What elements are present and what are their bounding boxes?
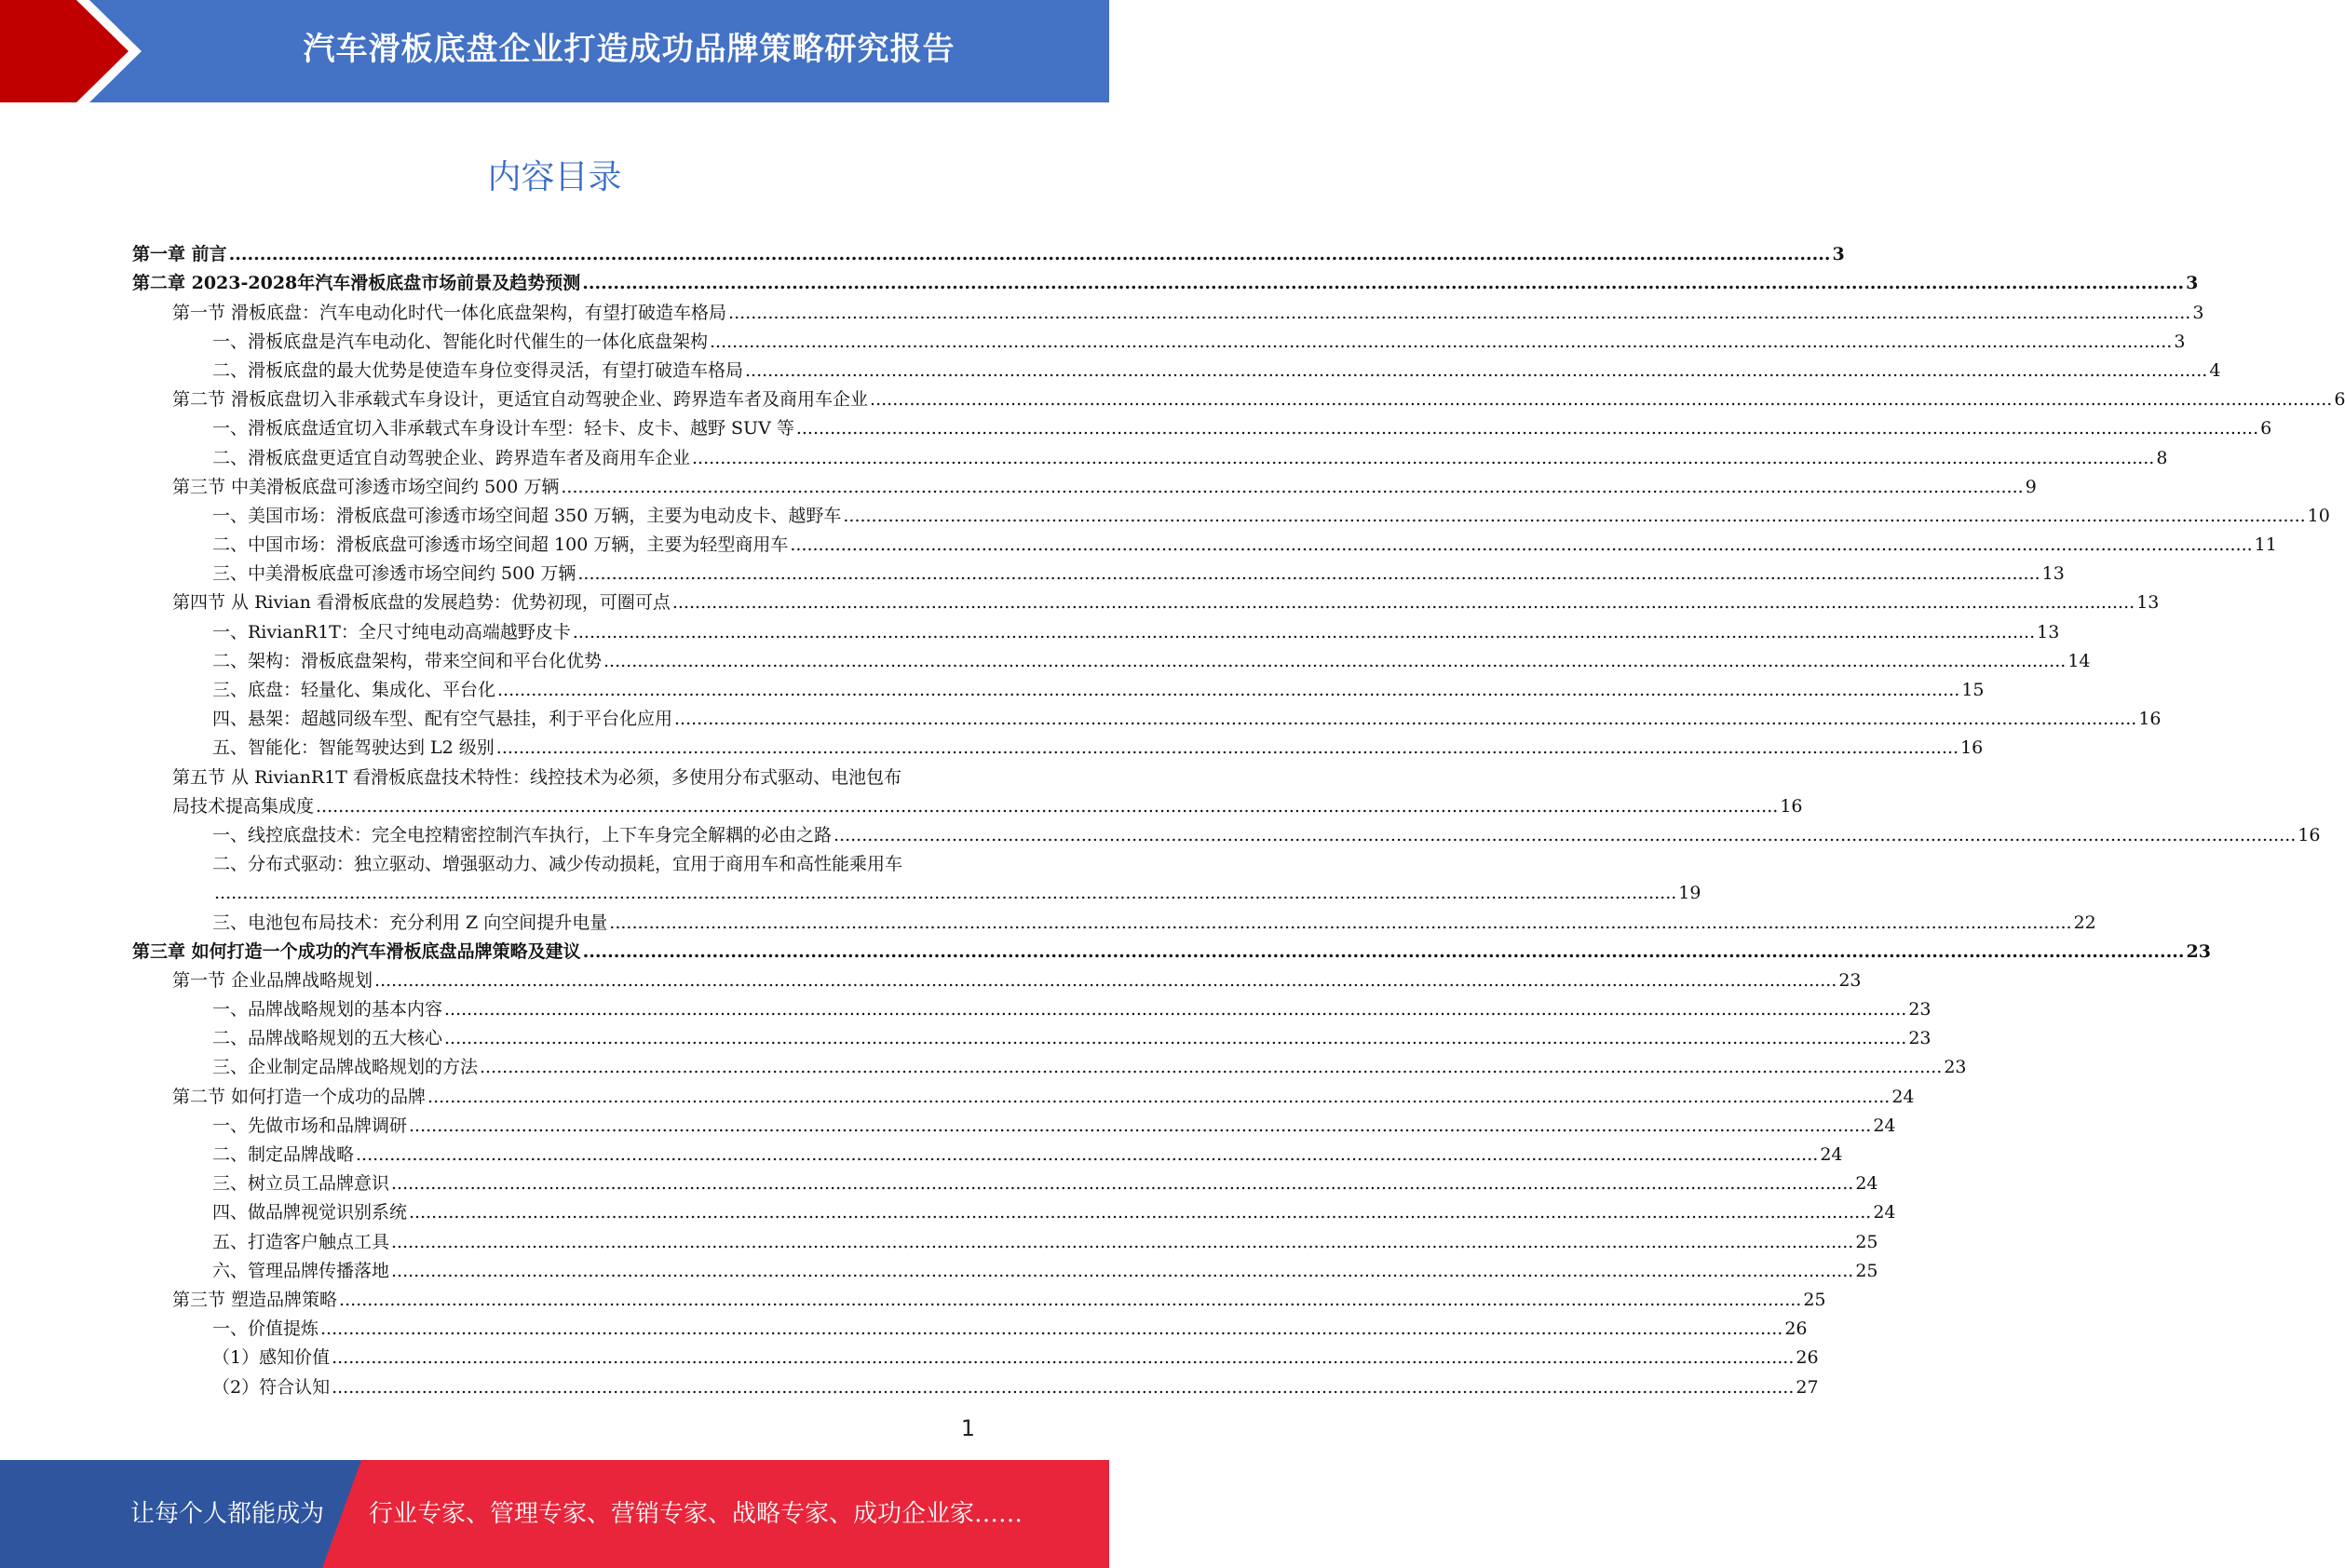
toc-entry-text: 一、线控底盘技术：完全电控精密控制汽车执行，上下车身完全解耦的必由之路	[212, 824, 833, 845]
toc-leader-dots: ....................................................................................................................................................................................................................................................................	[790, 534, 2253, 556]
toc-heading: 内容目录	[487, 158, 622, 196]
toc-leader-dots: ....................................................................................................................................................................................................................................................................	[427, 1086, 1891, 1107]
toc-entry[interactable]	[132, 585, 2160, 614]
page-number: 1	[960, 1415, 975, 1441]
toc-leader-dots: ....................................................................................................................................................................................................................................................................	[391, 1231, 1854, 1252]
toc-entry-text: 四、悬架：超越同级车型、配有空气悬挂，利于平台化应用	[212, 709, 673, 730]
toc-page-number: 19	[1678, 883, 1701, 904]
toc-leader-dots: ....................................................................................................................................................................................................................................................................	[674, 709, 2137, 730]
toc-page-number: 16	[1780, 795, 1803, 817]
toc-page-number: 10	[2307, 505, 2330, 526]
toc-page-number: 23	[1908, 1028, 1932, 1049]
toc-leader-dots: ....................................................................................................................................................................................................................................................................	[444, 1028, 1907, 1049]
toc-entry-text: （2）符合认知	[212, 1376, 331, 1398]
toc-entry[interactable]	[132, 1078, 1915, 1107]
toc-leader-dots: ....................................................................................................................................................................................................................................................................	[214, 883, 1677, 904]
toc-entry[interactable]	[132, 527, 2277, 556]
toc-entry[interactable]	[132, 701, 2162, 730]
toc-entry[interactable]	[132, 556, 2065, 585]
toc-leader-dots: ....................................................................................................................................................................................................................................................................	[409, 1115, 1872, 1136]
toc-entry-text: 二、滑板底盘的最大优势是使造车身位变得灵活，有望打破造车格局	[212, 359, 744, 381]
footer-roles: 行业专家、管理专家、营销专家、战略专家、成功企业家……	[369, 1500, 1023, 1528]
toc-entry-text: 五、智能化：智能驾驶达到 L2 级别	[212, 737, 495, 759]
toc-entry[interactable]	[132, 1223, 1878, 1252]
toc-page-number: 3	[2186, 273, 2199, 294]
toc-page-number: 4	[2209, 359, 2221, 381]
toc-entry-text: 三、树立员工品牌意识	[212, 1173, 390, 1195]
toc-page-number: 9	[2025, 476, 2037, 497]
toc-entry-text: 局技术提高集成度	[172, 795, 315, 817]
toc-entry[interactable]	[132, 818, 2321, 846]
toc-leader-dots: ....................................................................................................................................................................................................................................................................	[339, 1289, 1802, 1310]
toc-entry-text: 一、滑板底盘适宜切入非承载式车身设计车型：轻卡、皮卡、越野 SUV 等	[212, 418, 794, 439]
toc-leader-dots: ....................................................................................................................................................................................................................................................................	[843, 505, 2306, 526]
toc-leader-dots: ....................................................................................................................................................................................................................................................................	[228, 244, 1831, 265]
toc-entry[interactable]	[132, 963, 1862, 992]
toc-entry[interactable]	[132, 1166, 1878, 1195]
toc-page-number: 23	[1908, 999, 1932, 1021]
toc-page-number: 23	[2186, 940, 2211, 962]
toc-leader-dots: ....................................................................................................................................................................................................................................................................	[745, 359, 2208, 381]
toc-entry-text: 一、RivianR1T：全尺寸纯电动高端越野皮卡	[212, 621, 571, 642]
toc-page-number: 13	[2037, 621, 2060, 642]
toc-page-number: 6	[2334, 389, 2345, 411]
toc-page-number: 25	[1855, 1260, 1878, 1281]
toc-page-number: 3	[2174, 331, 2186, 352]
toc-entry-text: 一、先做市场和品牌调研	[212, 1115, 408, 1136]
toc-entry[interactable]	[132, 324, 2186, 353]
toc-entry[interactable]	[132, 1137, 1843, 1166]
toc-entry-text: 第四节 从 Rivian 看滑板底盘的发展趋势：优势初现，可圈可点	[172, 592, 671, 614]
toc-page-number: 3	[1832, 244, 1845, 265]
toc-entry[interactable]	[132, 265, 2199, 294]
toc-entry[interactable]	[132, 439, 2168, 468]
toc-entry-text: 第二节 如何打造一个成功的品牌	[172, 1086, 427, 1107]
toc-entry-text: 一、滑板底盘是汽车电动化、智能化时代催生的一体化底盘架构	[212, 331, 709, 352]
toc-page-number: 3	[2192, 302, 2204, 323]
toc-entry[interactable]	[132, 1282, 1826, 1311]
toc-entry-text: 第一节 企业品牌战略规划	[172, 969, 373, 991]
toc-page-number: 25	[1803, 1289, 1826, 1310]
toc-leader-dots: ....................................................................................................................................................................................................................................................................	[728, 302, 2191, 323]
toc-entry[interactable]	[132, 237, 1845, 265]
toc-page-number: 23	[1838, 969, 1862, 991]
toc-entry-text: 第三章 如何打造一个成功的汽车滑板底盘品牌策略及建议	[132, 940, 581, 962]
toc-entry[interactable]	[132, 353, 2221, 382]
toc-page-number: 13	[2041, 563, 2065, 585]
toc-leader-dots: ....................................................................................................................................................................................................................................................................	[356, 1144, 1819, 1165]
toc-entry-text: （1）感知价值	[212, 1347, 331, 1369]
toc-leader-dots: ....................................................................................................................................................................................................................................................................	[391, 1173, 1854, 1195]
toc-entry[interactable]	[132, 1311, 1808, 1340]
toc-entry[interactable]	[132, 498, 2330, 527]
toc-leader-dots: ....................................................................................................................................................................................................................................................................	[332, 1347, 1795, 1369]
table-of-contents	[132, 237, 2345, 1399]
toc-leader-dots: ....................................................................................................................................................................................................................................................................	[332, 1376, 1795, 1398]
toc-leader-dots: ....................................................................................................................................................................................................................................................................	[582, 273, 2185, 294]
page-footer	[0, 1460, 1109, 1568]
toc-entry-text: 第三节 中美滑板底盘可渗透市场空间约 500 万辆	[172, 476, 560, 497]
toc-page-number: 24	[1891, 1086, 1915, 1107]
toc-leader-dots: ....................................................................................................................................................................................................................................................................	[671, 592, 2135, 614]
toc-leader-dots: ....................................................................................................................................................................................................................................................................	[710, 331, 2173, 352]
toc-entry[interactable]	[132, 759, 976, 788]
toc-leader-dots: ....................................................................................................................................................................................................................................................................	[391, 1260, 1854, 1281]
toc-entry-text: 六、管理品牌传播落地	[212, 1260, 390, 1281]
toc-entry[interactable]	[132, 469, 2037, 498]
toc-entry-text: 二、制定品牌战略	[212, 1144, 355, 1165]
toc-page-number: 14	[2067, 650, 2091, 671]
header-arrow-decoration	[0, 0, 149, 102]
toc-leader-dots: ....................................................................................................................................................................................................................................................................	[795, 418, 2259, 439]
report-title: 汽车滑板底盘企业打造成功品牌策略研究报告	[303, 31, 956, 68]
toc-entry-text: 第一章 前言	[132, 244, 227, 265]
toc-entry-text: 二、分布式驱动：独立驱动、增强驱动力、减少传动损耗，宜用于商用车和高性能乘用车	[212, 854, 903, 875]
toc-entry-text: 一、价值提炼	[212, 1318, 319, 1340]
toc-entry-text: 三、底盘：轻量化、集成化、平台化	[212, 680, 496, 700]
toc-entry[interactable]	[132, 875, 1701, 904]
toc-entry-text: 三、电池包布局技术：充分利用 Z 向空间提升电量	[212, 912, 608, 933]
toc-page-number: 16	[1960, 737, 1984, 759]
toc-entry[interactable]	[132, 294, 2204, 323]
toc-entry[interactable]	[132, 992, 1932, 1021]
toc-leader-dots: ....................................................................................................................................................................................................................................................................	[320, 1318, 1783, 1340]
toc-page-number: 23	[1944, 1057, 1967, 1078]
toc-leader-dots: ....................................................................................................................................................................................................................................................................	[582, 940, 2185, 962]
toc-entry[interactable]	[132, 904, 2096, 933]
toc-entry-text: 五、打造客户触点工具	[212, 1231, 390, 1252]
toc-page-number: 24	[1855, 1173, 1878, 1195]
toc-entry[interactable]	[132, 1108, 1896, 1137]
toc-leader-dots: ....................................................................................................................................................................................................................................................................	[609, 912, 2072, 933]
toc-page-number: 26	[1784, 1318, 1808, 1340]
toc-entry-text: 第二节 滑板底盘切入非承载式车身设计，更适宜自动驾驶企业、跨界造车者及商用车企业	[172, 389, 869, 411]
toc-entry-text: 一、品牌战略规划的基本内容	[212, 999, 443, 1021]
toc-leader-dots: ....................................................................................................................................................................................................................................................................	[870, 389, 2333, 411]
toc-page-number: 11	[2254, 534, 2277, 556]
toc-leader-dots: ....................................................................................................................................................................................................................................................................	[480, 1057, 1943, 1078]
toc-entry-text: 第三节 塑造品牌策略	[172, 1289, 338, 1310]
toc-leader-dots: ....................................................................................................................................................................................................................................................................	[495, 737, 1959, 759]
toc-page-number: 13	[2136, 592, 2160, 614]
toc-entry-text: 二、中国市场：滑板底盘可渗透市场空间超 100 万辆，主要为轻型商用车	[212, 534, 789, 556]
toc-page-number: 15	[1961, 680, 1985, 700]
toc-page-number: 6	[2260, 418, 2272, 439]
toc-entry-text: 一、美国市场：滑板底盘可渗透市场空间超 350 万辆，主要为电动皮卡、越野车	[212, 505, 842, 526]
toc-page-number: 24	[1820, 1144, 1843, 1165]
toc-entry[interactable]	[132, 1049, 1967, 1078]
toc-entry-text: 二、品牌战略规划的五大核心	[212, 1028, 443, 1049]
toc-entry-text: 第一节 滑板底盘：汽车电动化时代一体化底盘架构，有望打破造车格局	[172, 302, 727, 323]
toc-page-number: 16	[2138, 709, 2162, 730]
toc-entry[interactable]	[132, 411, 2272, 439]
toc-entry-text: 第二章 2023-2028年汽车滑板底盘市场前景及趋势预测	[132, 273, 581, 294]
toc-leader-dots: ....................................................................................................................................................................................................................................................................	[561, 476, 2024, 497]
toc-entry[interactable]	[132, 730, 1984, 759]
toc-entry[interactable]	[132, 672, 1985, 701]
toc-page-number: 8	[2156, 447, 2168, 468]
toc-entry-text: 四、做品牌视觉识别系统	[212, 1202, 408, 1223]
toc-entry[interactable]	[132, 382, 2345, 411]
toc-entry[interactable]	[132, 789, 1803, 818]
toc-entry[interactable]	[132, 934, 2211, 963]
toc-page-number: 16	[2298, 824, 2321, 845]
toc-leader-dots: ....................................................................................................................................................................................................................................................................	[316, 795, 1779, 817]
toc-entry[interactable]	[132, 643, 2091, 672]
toc-page-number: 27	[1796, 1376, 1819, 1398]
toc-entry[interactable]	[132, 614, 2060, 642]
toc-leader-dots: ....................................................................................................................................................................................................................................................................	[572, 621, 2036, 642]
toc-page-number: 25	[1855, 1231, 1878, 1252]
footer-slogan: 让每个人都能成为	[130, 1500, 325, 1528]
toc-leader-dots: ....................................................................................................................................................................................................................................................................	[692, 447, 2155, 468]
toc-entry[interactable]	[132, 1369, 1819, 1398]
toc-page-number: 24	[1873, 1115, 1896, 1136]
toc-entry[interactable]	[132, 846, 976, 875]
toc-entry-text: 三、中美滑板底盘可渗透市场空间约 500 万辆	[212, 563, 576, 585]
toc-leader-dots: ....................................................................................................................................................................................................................................................................	[834, 824, 2297, 845]
toc-leader-dots: ....................................................................................................................................................................................................................................................................	[444, 999, 1907, 1021]
toc-page-number: 26	[1796, 1347, 1819, 1369]
toc-leader-dots: ....................................................................................................................................................................................................................................................................	[577, 563, 2040, 585]
toc-entry-text: 二、架构：滑板底盘架构，带来空间和平台化优势	[212, 650, 603, 671]
toc-entry[interactable]	[132, 1340, 1819, 1369]
toc-entry-text: 第五节 从 RivianR1T 看滑板底盘技术特性：线控技术为必须，多使用分布式驱动、电池包布	[172, 766, 901, 788]
toc-leader-dots: ....................................................................................................................................................................................................................................................................	[374, 969, 1837, 991]
toc-entry[interactable]	[132, 1253, 1878, 1282]
toc-page-number: 24	[1873, 1202, 1896, 1223]
toc-entry[interactable]	[132, 1021, 1932, 1049]
toc-page-number: 22	[2073, 912, 2096, 933]
toc-entry-text: 二、滑板底盘更适宜自动驾驶企业、跨界造车者及商用车企业	[212, 447, 691, 468]
toc-entry-text: 三、企业制定品牌战略规划的方法	[212, 1057, 479, 1078]
toc-leader-dots: ....................................................................................................................................................................................................................................................................	[603, 650, 2067, 671]
toc-entry[interactable]	[132, 1195, 1896, 1223]
toc-leader-dots: ....................................................................................................................................................................................................................................................................	[497, 680, 1960, 700]
page-header	[0, 0, 1109, 102]
toc-leader-dots: ....................................................................................................................................................................................................................................................................	[409, 1202, 1872, 1223]
